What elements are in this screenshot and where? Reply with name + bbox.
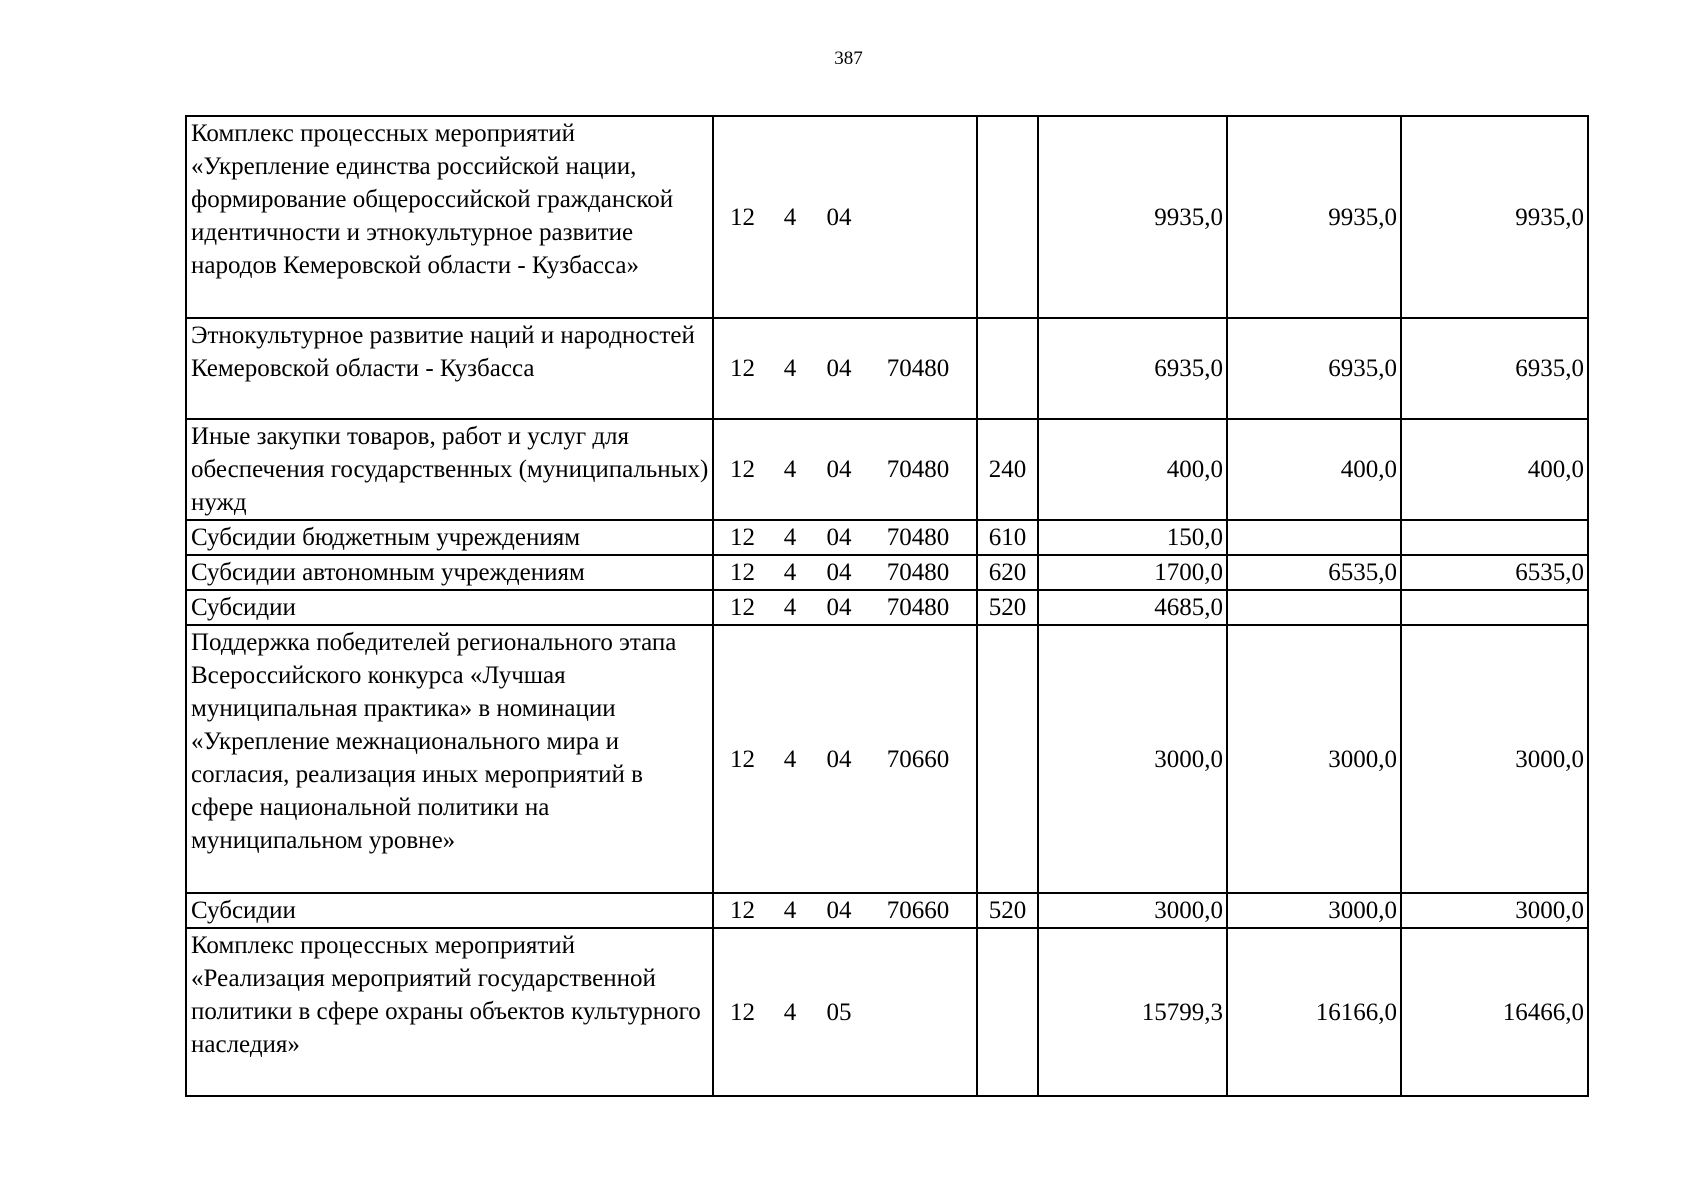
code-program: 4 — [783, 524, 797, 551]
budget-table — [185, 115, 1589, 1097]
amount-year-2: 3000,0 — [1227, 893, 1401, 928]
table-row — [186, 318, 1588, 419]
code-section: 12 — [730, 559, 755, 586]
code-program: 4 — [783, 355, 797, 382]
row-codes — [713, 590, 977, 625]
amount-year-1: 15799,3 — [1038, 928, 1227, 1096]
table-row — [186, 555, 1588, 590]
code-program: 4 — [783, 745, 797, 773]
code-program: 4 — [783, 456, 797, 483]
row-name: Субсидии — [186, 893, 713, 928]
row-name: Субсидии автономным учреждениям — [186, 555, 713, 590]
amount-year-1: 6935,0 — [1038, 318, 1227, 419]
expense-type — [977, 625, 1038, 893]
amount-year-1: 3000,0 — [1038, 625, 1227, 893]
amount-year-3: 16466,0 — [1401, 928, 1588, 1096]
amount-year-3 — [1401, 520, 1588, 555]
row-codes — [713, 893, 977, 928]
row-name: Этнокультурное развитие наций и народностей Кемеровской области - Кузбасса — [186, 318, 713, 419]
amount-year-2: 9935,0 — [1227, 116, 1401, 318]
row-name: Иные закупки товаров, работ и услуг для обеспечения государственных (муниципальных) нужд — [186, 419, 713, 520]
code-direction: 70480 — [886, 355, 950, 382]
code-subprogram: 04 — [826, 203, 852, 231]
row-name: Комплекс процессных мероприятий «Укрепление единства российской нации, формирование общероссийской гражданской идентичности и этнокультурное развитие народов Кемеровской области - Кузбасса» — [186, 116, 713, 318]
amount-year-2: 16166,0 — [1227, 928, 1401, 1096]
code-direction: 70480 — [886, 456, 950, 483]
code-direction: 70480 — [886, 594, 950, 621]
table-row — [186, 116, 1588, 318]
code-subprogram: 04 — [826, 594, 852, 621]
code-program: 4 — [783, 594, 797, 621]
page-number: 387 — [834, 48, 863, 69]
code-subprogram: 04 — [826, 524, 852, 551]
amount-year-3: 6935,0 — [1401, 318, 1588, 419]
code-direction: 70660 — [886, 745, 950, 773]
row-name: Комплекс процессных мероприятий «Реализация мероприятий государственной политики в сфере охраны объектов культурного наследия» — [186, 928, 713, 1096]
code-section: 12 — [730, 203, 755, 231]
code-subprogram: 04 — [826, 745, 852, 773]
row-codes — [713, 419, 977, 520]
amount-year-3 — [1401, 590, 1588, 625]
code-section: 12 — [730, 998, 755, 1026]
expense-type: 520 — [977, 893, 1038, 928]
expense-type: 620 — [977, 555, 1038, 590]
amount-year-1: 3000,0 — [1038, 893, 1227, 928]
amount-year-3: 3000,0 — [1401, 625, 1588, 893]
code-program: 4 — [783, 998, 797, 1026]
row-codes — [713, 625, 977, 893]
amount-year-2: 3000,0 — [1227, 625, 1401, 893]
row-codes — [713, 116, 977, 318]
code-program: 4 — [783, 897, 797, 924]
amount-year-1: 4685,0 — [1038, 590, 1227, 625]
code-section: 12 — [730, 355, 755, 382]
table-row — [186, 625, 1588, 893]
amount-year-1: 1700,0 — [1038, 555, 1227, 590]
code-section: 12 — [730, 745, 755, 773]
expense-type — [977, 116, 1038, 318]
code-section: 12 — [730, 594, 755, 621]
code-subprogram: 04 — [826, 355, 852, 382]
code-section: 12 — [730, 524, 755, 551]
row-codes — [713, 318, 977, 419]
row-codes — [713, 928, 977, 1096]
table-row — [186, 590, 1588, 625]
code-section: 12 — [730, 456, 755, 483]
amount-year-2 — [1227, 590, 1401, 625]
amount-year-1: 150,0 — [1038, 520, 1227, 555]
code-subprogram: 04 — [826, 559, 852, 586]
code-program: 4 — [783, 559, 797, 586]
table-row — [186, 928, 1588, 1096]
row-name: Субсидии — [186, 590, 713, 625]
code-direction: 70480 — [886, 559, 950, 586]
amount-year-3: 9935,0 — [1401, 116, 1588, 318]
code-subprogram: 05 — [826, 998, 852, 1026]
row-codes — [713, 555, 977, 590]
amount-year-3: 3000,0 — [1401, 893, 1588, 928]
code-section: 12 — [730, 897, 755, 924]
amount-year-2: 400,0 — [1227, 419, 1401, 520]
amount-year-3: 400,0 — [1401, 419, 1588, 520]
row-name: Субсидии бюджетным учреждениям — [186, 520, 713, 555]
amount-year-1: 9935,0 — [1038, 116, 1227, 318]
expense-type — [977, 318, 1038, 419]
expense-type: 520 — [977, 590, 1038, 625]
amount-year-1: 400,0 — [1038, 419, 1227, 520]
code-program: 4 — [783, 203, 797, 231]
table-row — [186, 520, 1588, 555]
amount-year-2: 6535,0 — [1227, 555, 1401, 590]
expense-type: 610 — [977, 520, 1038, 555]
code-direction: 70660 — [886, 897, 950, 924]
amount-year-2 — [1227, 520, 1401, 555]
code-subprogram: 04 — [826, 897, 852, 924]
amount-year-2: 6935,0 — [1227, 318, 1401, 419]
row-name: Поддержка победителей регионального этапа Всероссийского конкурса «Лучшая муниципальная практика» в номинации «Укрепление межнационального мира и согласия, реализация иных мероприятий в сфере национальной политики на муниципальном уровне» — [186, 625, 713, 893]
expense-type: 240 — [977, 419, 1038, 520]
code-subprogram: 04 — [826, 456, 852, 483]
amount-year-3: 6535,0 — [1401, 555, 1588, 590]
table-row — [186, 419, 1588, 520]
table-row — [186, 893, 1588, 928]
row-codes — [713, 520, 977, 555]
code-direction: 70480 — [886, 524, 950, 551]
expense-type — [977, 928, 1038, 1096]
